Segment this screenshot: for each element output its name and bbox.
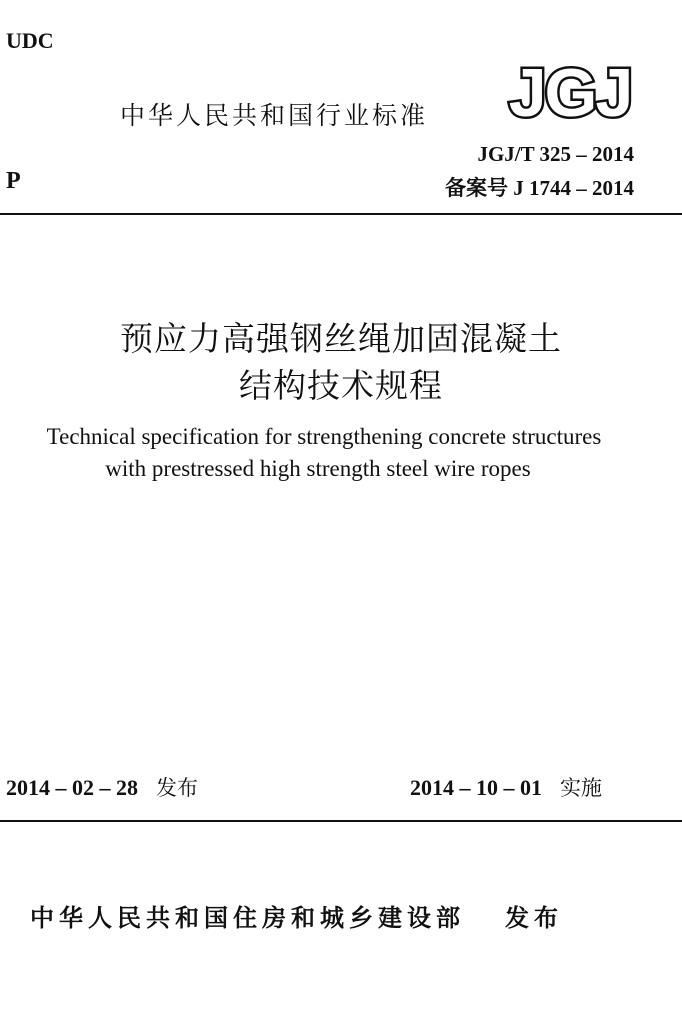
udc-label: UDC (6, 28, 54, 53)
footer-divider (0, 820, 682, 822)
standard-number: JGJ/T 325 – 2014 (477, 142, 634, 166)
header-divider (0, 213, 682, 215)
publisher-line (30, 898, 563, 933)
record-number: 备案号 J 1744 – 2014 (445, 176, 634, 200)
category-code: P (6, 168, 21, 194)
title-english-line-1: Technical specification for strengthening concrete structures (46, 424, 602, 449)
publish-label: 发布 (505, 904, 563, 932)
title-chinese-line-2: 结构技术规程 (239, 366, 443, 405)
issue-label: 发布 (156, 776, 198, 800)
implementation-date: 2014 – 10 – 01 (410, 775, 542, 800)
title-chinese-line-1: 预应力高强钢丝绳加固混凝土 (120, 319, 562, 358)
issue-date: 2014 – 02 – 28 (6, 775, 138, 800)
jgj-logo-text: JGJ (508, 60, 632, 122)
implementation-date-block (410, 772, 602, 802)
jgj-logo (505, 60, 635, 122)
industry-standard-heading: 中华人民共和国行业标准 (120, 101, 429, 130)
issue-date-block (6, 772, 198, 802)
title-english-line-2: with prestressed high strength steel wire ropes (105, 456, 531, 481)
publisher-name: 中华人民共和国住房和城乡建设部 (30, 904, 465, 932)
implementation-label: 实施 (560, 776, 602, 800)
